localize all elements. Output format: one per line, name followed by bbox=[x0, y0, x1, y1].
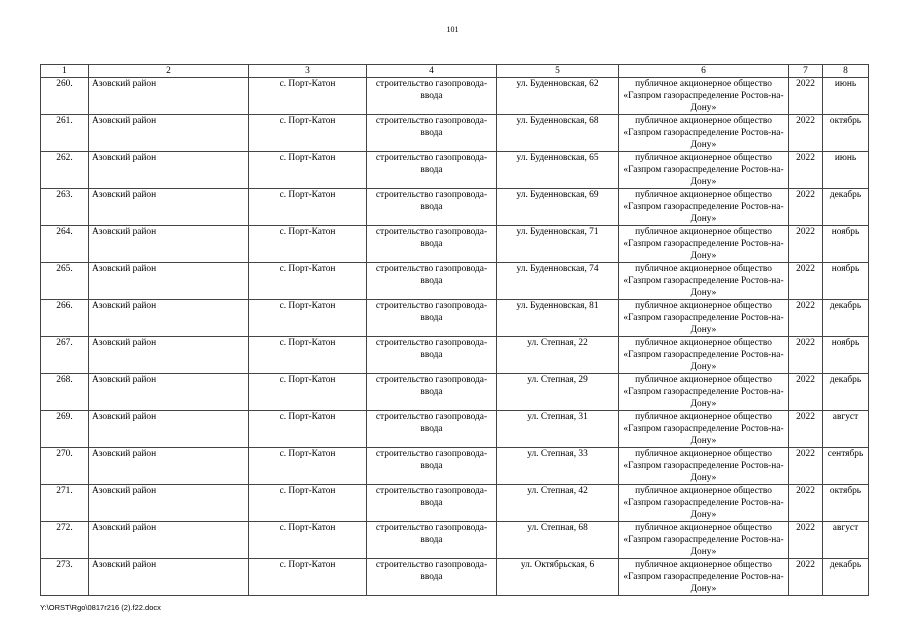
month-cell: август bbox=[823, 411, 869, 448]
table-row bbox=[41, 115, 869, 152]
settlement-cell: с. Порт-Катон bbox=[249, 78, 367, 115]
month-cell: сентябрь bbox=[823, 448, 869, 485]
organization-cell: публичное акционерное общество «Газпром газораспределение Ростов-на-Дону» bbox=[619, 152, 789, 189]
district-cell: Азовский район bbox=[89, 263, 249, 300]
settlement-cell: с. Порт-Катон bbox=[249, 485, 367, 522]
organization-cell: публичное акционерное общество «Газпром газораспределение Ростов-на-Дону» bbox=[619, 374, 789, 411]
year-cell: 2022 bbox=[789, 522, 823, 559]
work-type-cell: строительство газопровода-ввода bbox=[367, 263, 497, 300]
address-cell: ул. Буденновская, 69 bbox=[497, 189, 619, 226]
year-cell: 2022 bbox=[789, 263, 823, 300]
district-cell: Азовский район bbox=[89, 226, 249, 263]
table-row bbox=[41, 300, 869, 337]
settlement-cell: с. Порт-Катон bbox=[249, 115, 367, 152]
row-number: 260. bbox=[41, 78, 89, 115]
district-cell: Азовский район bbox=[89, 189, 249, 226]
organization-cell: публичное акционерное общество «Газпром газораспределение Ростов-на-Дону» bbox=[619, 448, 789, 485]
gas-pipeline-schedule-table bbox=[40, 64, 869, 596]
work-type-cell: строительство газопровода-ввода bbox=[367, 152, 497, 189]
settlement-cell: с. Порт-Катон bbox=[249, 300, 367, 337]
document-file-path: Y:\ORST\Rgo\0817r216 (2).f22.docx bbox=[40, 603, 161, 612]
year-cell: 2022 bbox=[789, 337, 823, 374]
row-number: 264. bbox=[41, 226, 89, 263]
row-number: 262. bbox=[41, 152, 89, 189]
year-cell: 2022 bbox=[789, 189, 823, 226]
row-number: 266. bbox=[41, 300, 89, 337]
table-row bbox=[41, 411, 869, 448]
month-cell: ноябрь bbox=[823, 263, 869, 300]
month-cell: июнь bbox=[823, 152, 869, 189]
organization-cell: публичное акционерное общество «Газпром газораспределение Ростов-на-Дону» bbox=[619, 78, 789, 115]
column-header: 1 bbox=[41, 65, 89, 78]
month-cell: октябрь bbox=[823, 485, 869, 522]
work-type-cell: строительство газопровода-ввода bbox=[367, 115, 497, 152]
district-cell: Азовский район bbox=[89, 115, 249, 152]
year-cell: 2022 bbox=[789, 115, 823, 152]
table-row bbox=[41, 485, 869, 522]
organization-cell: публичное акционерное общество «Газпром газораспределение Ростов-на-Дону» bbox=[619, 522, 789, 559]
row-number: 263. bbox=[41, 189, 89, 226]
year-cell: 2022 bbox=[789, 485, 823, 522]
column-header: 2 bbox=[89, 65, 249, 78]
table-row bbox=[41, 263, 869, 300]
address-cell: ул. Степная, 68 bbox=[497, 522, 619, 559]
organization-cell: публичное акционерное общество «Газпром газораспределение Ростов-на-Дону» bbox=[619, 337, 789, 374]
year-cell: 2022 bbox=[789, 226, 823, 263]
settlement-cell: с. Порт-Катон bbox=[249, 448, 367, 485]
year-cell: 2022 bbox=[789, 411, 823, 448]
address-cell: ул. Степная, 22 bbox=[497, 337, 619, 374]
organization-cell: публичное акционерное общество «Газпром газораспределение Ростов-на-Дону» bbox=[619, 485, 789, 522]
table-row bbox=[41, 78, 869, 115]
district-cell: Азовский район bbox=[89, 448, 249, 485]
work-type-cell: строительство газопровода-ввода bbox=[367, 226, 497, 263]
row-number: 267. bbox=[41, 337, 89, 374]
work-type-cell: строительство газопровода-ввода bbox=[367, 411, 497, 448]
settlement-cell: с. Порт-Катон bbox=[249, 263, 367, 300]
month-cell: ноябрь bbox=[823, 226, 869, 263]
year-cell: 2022 bbox=[789, 374, 823, 411]
column-header: 5 bbox=[497, 65, 619, 78]
address-cell: ул. Буденновская, 71 bbox=[497, 226, 619, 263]
settlement-cell: с. Порт-Катон bbox=[249, 522, 367, 559]
organization-cell: публичное акционерное общество «Газпром газораспределение Ростов-на-Дону» bbox=[619, 411, 789, 448]
row-number: 270. bbox=[41, 448, 89, 485]
month-cell: август bbox=[823, 522, 869, 559]
table-row bbox=[41, 337, 869, 374]
work-type-cell: строительство газопровода-ввода bbox=[367, 522, 497, 559]
column-header: 7 bbox=[789, 65, 823, 78]
work-type-cell: строительство газопровода-ввода bbox=[367, 337, 497, 374]
settlement-cell: с. Порт-Катон bbox=[249, 374, 367, 411]
year-cell: 2022 bbox=[789, 300, 823, 337]
address-cell: ул. Буденновская, 74 bbox=[497, 263, 619, 300]
table-row bbox=[41, 374, 869, 411]
row-number: 265. bbox=[41, 263, 89, 300]
district-cell: Азовский район bbox=[89, 411, 249, 448]
district-cell: Азовский район bbox=[89, 485, 249, 522]
address-cell: ул. Степная, 31 bbox=[497, 411, 619, 448]
organization-cell: публичное акционерное общество «Газпром газораспределение Ростов-на-Дону» bbox=[619, 300, 789, 337]
district-cell: Азовский район bbox=[89, 300, 249, 337]
year-cell: 2022 bbox=[789, 448, 823, 485]
district-cell: Азовский район bbox=[89, 522, 249, 559]
address-cell: ул. Буденновская, 62 bbox=[497, 78, 619, 115]
address-cell: ул. Степная, 42 bbox=[497, 485, 619, 522]
organization-cell: публичное акционерное общество «Газпром газораспределение Ростов-на-Дону» bbox=[619, 189, 789, 226]
address-cell: ул. Буденновская, 65 bbox=[497, 152, 619, 189]
organization-cell: публичное акционерное общество «Газпром газораспределение Ростов-на-Дону» bbox=[619, 226, 789, 263]
work-type-cell: строительство газопровода-ввода bbox=[367, 448, 497, 485]
organization-cell: публичное акционерное общество «Газпром газораспределение Ростов-на-Дону» bbox=[619, 263, 789, 300]
address-cell: ул. Степная, 29 bbox=[497, 374, 619, 411]
month-cell: декабрь bbox=[823, 189, 869, 226]
organization-cell: публичное акционерное общество «Газпром газораспределение Ростов-на-Дону» bbox=[619, 559, 789, 596]
column-header: 3 bbox=[249, 65, 367, 78]
address-cell: ул. Октябрьская, 6 bbox=[497, 559, 619, 596]
month-cell: декабрь bbox=[823, 559, 869, 596]
month-cell: октябрь bbox=[823, 115, 869, 152]
row-number: 271. bbox=[41, 485, 89, 522]
address-cell: ул. Степная, 33 bbox=[497, 448, 619, 485]
table-row bbox=[41, 559, 869, 596]
settlement-cell: с. Порт-Катон bbox=[249, 411, 367, 448]
year-cell: 2022 bbox=[789, 559, 823, 596]
table-row bbox=[41, 448, 869, 485]
work-type-cell: строительство газопровода-ввода bbox=[367, 559, 497, 596]
month-cell: декабрь bbox=[823, 300, 869, 337]
year-cell: 2022 bbox=[789, 78, 823, 115]
row-number: 273. bbox=[41, 559, 89, 596]
row-number: 272. bbox=[41, 522, 89, 559]
table-row bbox=[41, 189, 869, 226]
address-cell: ул. Буденновская, 68 bbox=[497, 115, 619, 152]
work-type-cell: строительство газопровода-ввода bbox=[367, 300, 497, 337]
work-type-cell: строительство газопровода-ввода bbox=[367, 485, 497, 522]
column-number-row bbox=[41, 65, 869, 78]
column-header: 6 bbox=[619, 65, 789, 78]
table-row bbox=[41, 152, 869, 189]
settlement-cell: с. Порт-Катон bbox=[249, 152, 367, 189]
district-cell: Азовский район bbox=[89, 559, 249, 596]
table-row bbox=[41, 522, 869, 559]
settlement-cell: с. Порт-Катон bbox=[249, 559, 367, 596]
work-type-cell: строительство газопровода-ввода bbox=[367, 189, 497, 226]
column-header: 4 bbox=[367, 65, 497, 78]
work-type-cell: строительство газопровода-ввода bbox=[367, 374, 497, 411]
district-cell: Азовский район bbox=[89, 78, 249, 115]
month-cell: ноябрь bbox=[823, 337, 869, 374]
settlement-cell: с. Порт-Катон bbox=[249, 189, 367, 226]
row-number: 269. bbox=[41, 411, 89, 448]
column-header: 8 bbox=[823, 65, 869, 78]
district-cell: Азовский район bbox=[89, 152, 249, 189]
row-number: 261. bbox=[41, 115, 89, 152]
settlement-cell: с. Порт-Катон bbox=[249, 226, 367, 263]
month-cell: июнь bbox=[823, 78, 869, 115]
address-cell: ул. Буденновская, 81 bbox=[497, 300, 619, 337]
year-cell: 2022 bbox=[789, 152, 823, 189]
settlement-cell: с. Порт-Катон bbox=[249, 337, 367, 374]
month-cell: декабрь bbox=[823, 374, 869, 411]
row-number: 268. bbox=[41, 374, 89, 411]
district-cell: Азовский район bbox=[89, 374, 249, 411]
work-type-cell: строительство газопровода-ввода bbox=[367, 78, 497, 115]
district-cell: Азовский район bbox=[89, 337, 249, 374]
page-number: 101 bbox=[446, 25, 459, 34]
organization-cell: публичное акционерное общество «Газпром газораспределение Ростов-на-Дону» bbox=[619, 115, 789, 152]
table-row bbox=[41, 226, 869, 263]
